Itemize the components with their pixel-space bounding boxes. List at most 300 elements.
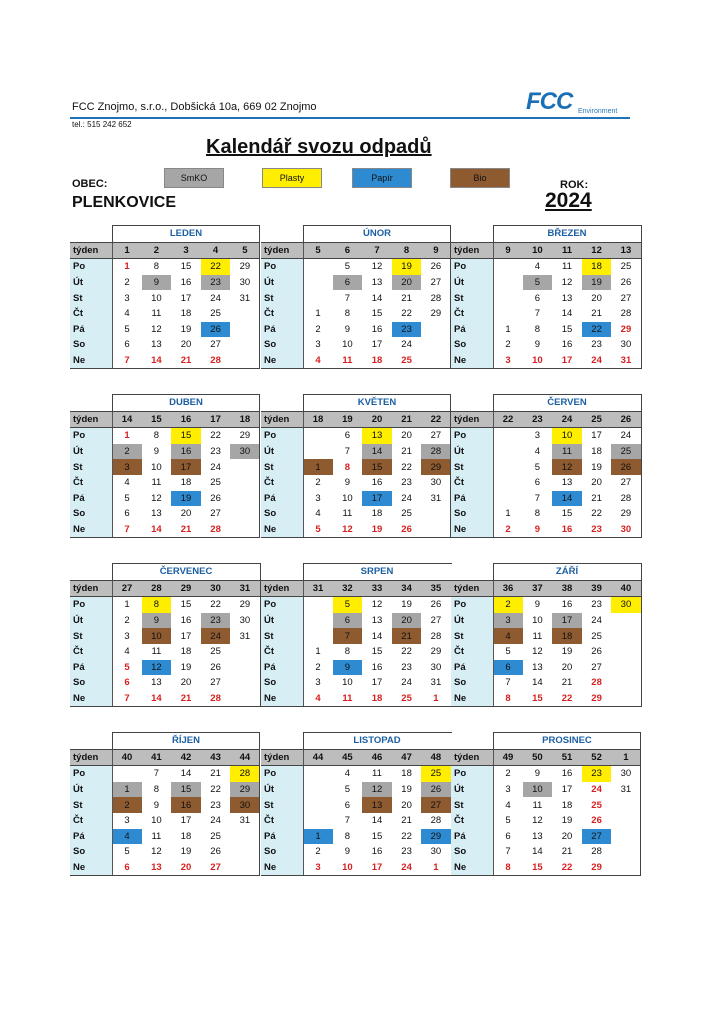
week-label: týden: [451, 411, 493, 428]
day-cell: 2: [112, 444, 142, 460]
day-cell: 10: [342, 339, 353, 351]
day-cell: 29: [582, 691, 612, 707]
day-cell: 11: [151, 308, 162, 320]
day-cell: 18: [401, 768, 412, 780]
day-cell: 30: [230, 444, 260, 460]
day-label: Út: [261, 782, 303, 798]
month-1: [261, 225, 451, 369]
day-cell: 7: [505, 846, 511, 858]
day-label: Čt: [70, 644, 112, 660]
day-cell: 2: [315, 661, 321, 673]
day-cell: 3: [124, 815, 130, 827]
day-cell: 15: [561, 508, 573, 520]
day-label: Pá: [451, 491, 493, 507]
day-cell: 5: [333, 597, 363, 613]
day-label: St: [261, 797, 303, 813]
day-cell: 14: [532, 677, 543, 689]
day-label: St: [451, 459, 493, 475]
day-cell: 5: [124, 846, 130, 858]
day-label: Pá: [70, 660, 112, 676]
day-cell: 3: [124, 292, 130, 304]
day-cell: 6: [124, 339, 130, 351]
week-number: 6: [333, 242, 363, 259]
day-label: Ne: [451, 353, 493, 369]
day-cell: [230, 491, 260, 507]
day-cell: 5: [344, 784, 351, 796]
day-label: Ne: [70, 522, 112, 538]
week-number: 16: [171, 411, 201, 428]
day-cell: 2: [315, 846, 321, 858]
day-cell: 30: [421, 844, 451, 860]
month-4: [261, 394, 451, 538]
day-cell: 22: [401, 308, 412, 320]
day-label: So: [451, 337, 493, 353]
day-cell: [493, 459, 523, 475]
day-cell: 3: [505, 784, 511, 796]
day-label: So: [451, 506, 493, 522]
day-cell: 29: [230, 782, 260, 798]
day-cell: [230, 322, 260, 338]
week-number: 49: [493, 749, 523, 766]
day-cell: 14: [552, 491, 582, 507]
day-cell: [230, 337, 260, 353]
day-cell: 3: [315, 677, 321, 689]
day-cell: 12: [532, 646, 543, 658]
month-name: BŘEZEN: [493, 226, 641, 243]
day-cell: 16: [371, 477, 383, 489]
week-label: týden: [261, 242, 303, 259]
week-number: 40: [611, 580, 641, 597]
day-cell: [493, 275, 523, 291]
day-cell: 12: [532, 815, 543, 827]
day-label: St: [451, 628, 493, 644]
day-cell: 1: [112, 782, 142, 798]
week-number: 39: [582, 580, 612, 597]
day-cell: 12: [333, 522, 363, 538]
day-cell: [421, 506, 451, 522]
day-cell: 11: [552, 444, 582, 460]
day-cell: [421, 337, 451, 353]
day-cell: 31: [611, 782, 641, 798]
day-cell: 12: [362, 782, 392, 798]
day-label: Po: [451, 428, 493, 444]
day-cell: 25: [591, 630, 602, 642]
day-cell: [493, 444, 523, 460]
day-cell: 15: [371, 646, 383, 658]
day-cell: 12: [151, 492, 162, 504]
day-cell: [230, 306, 260, 322]
day-cell: 12: [552, 459, 582, 475]
week-number: 18: [230, 411, 260, 428]
day-cell: 17: [171, 459, 201, 475]
day-cell: 30: [230, 613, 260, 629]
day-cell: 9: [344, 323, 351, 335]
day-cell: 23: [201, 613, 231, 629]
day-cell: 17: [552, 353, 582, 369]
day-cell: 9: [523, 522, 553, 538]
day-cell: 7: [112, 353, 142, 369]
week-label: týden: [451, 242, 493, 259]
month-11: [451, 732, 641, 876]
day-label: Ne: [451, 522, 493, 538]
day-cell: 25: [611, 444, 641, 460]
day-label: Út: [451, 782, 493, 798]
day-cell: 22: [552, 691, 582, 707]
day-cell: [421, 322, 451, 338]
day-cell: 24: [401, 677, 412, 689]
day-cell: 1: [303, 459, 333, 475]
day-cell: 23: [401, 477, 412, 489]
week-number: 51: [552, 749, 582, 766]
month-name: ŘÍJEN: [112, 733, 260, 750]
week-number: 21: [392, 411, 422, 428]
week-number: 17: [201, 411, 231, 428]
month-8: [451, 563, 642, 707]
day-label: Čt: [451, 475, 493, 491]
day-cell: 23: [210, 446, 221, 458]
day-cell: 19: [171, 491, 201, 507]
day-cell: 20: [392, 275, 422, 291]
company-phone: tel.: 515 242 652: [72, 120, 132, 129]
week-number: 22: [421, 411, 451, 428]
day-cell: 12: [151, 323, 162, 335]
day-cell: 21: [401, 292, 412, 304]
day-cell: 15: [171, 782, 201, 798]
week-number: 35: [421, 580, 451, 597]
day-label: Ne: [261, 353, 303, 369]
day-cell: 27: [201, 860, 231, 876]
day-cell: 13: [362, 797, 392, 813]
day-cell: 5: [124, 492, 130, 504]
day-cell: 4: [315, 508, 321, 520]
day-label: Pá: [261, 660, 303, 676]
day-label: Út: [261, 275, 303, 291]
day-cell: 13: [151, 508, 162, 520]
day-cell: 26: [591, 815, 602, 827]
day-cell: 13: [371, 277, 383, 289]
day-cell: 24: [401, 339, 412, 351]
week-number: 25: [582, 411, 612, 428]
day-cell: 10: [523, 782, 553, 798]
day-cell: [303, 275, 333, 291]
day-cell: 2: [505, 768, 511, 780]
day-label: Pá: [70, 322, 112, 338]
day-cell: 26: [421, 597, 451, 613]
day-cell: 28: [201, 522, 231, 538]
day-label: So: [70, 675, 112, 691]
week-number: 42: [171, 749, 201, 766]
day-cell: 5: [344, 261, 351, 273]
day-cell: 18: [180, 646, 192, 658]
day-cell: 10: [142, 628, 172, 644]
week-number: 15: [142, 411, 172, 428]
day-label: St: [70, 290, 112, 306]
day-cell: 14: [561, 308, 573, 320]
day-cell: 8: [493, 860, 523, 876]
day-cell: 5: [505, 815, 511, 827]
month-9: [70, 732, 260, 876]
week-label: týden: [261, 749, 303, 766]
day-cell: 31: [421, 675, 451, 691]
month-5: [451, 394, 642, 538]
week-number: 10: [523, 242, 553, 259]
day-cell: 10: [532, 615, 543, 627]
day-cell: 30: [421, 660, 451, 676]
day-cell: 29: [230, 597, 260, 613]
day-cell: [112, 766, 142, 782]
day-cell: 14: [532, 846, 543, 858]
day-label: Po: [261, 428, 303, 444]
day-cell: 14: [371, 815, 383, 827]
obec-label: OBEC:: [72, 178, 108, 190]
day-cell: 20: [180, 339, 192, 351]
company-address: FCC Znojmo, s.r.o., Dobšická 10a, 669 02 Znojmo: [72, 101, 317, 113]
day-cell: 10: [151, 461, 162, 473]
day-cell: 21: [171, 353, 201, 369]
day-cell: 28: [201, 691, 231, 707]
day-cell: 21: [591, 308, 602, 320]
month-3: [70, 394, 260, 538]
day-cell: [303, 613, 333, 629]
day-cell: 14: [180, 768, 192, 780]
day-cell: 17: [362, 491, 392, 507]
day-cell: [303, 782, 333, 798]
day-cell: 16: [171, 444, 201, 460]
day-label: Út: [261, 613, 303, 629]
day-cell: 11: [333, 691, 363, 707]
day-label: Út: [451, 613, 493, 629]
week-number: 50: [523, 749, 553, 766]
day-cell: 16: [371, 846, 383, 858]
week-label: týden: [70, 749, 112, 766]
day-cell: 24: [591, 784, 602, 796]
day-cell: [611, 628, 641, 644]
day-label: Po: [261, 766, 303, 782]
day-cell: 23: [201, 275, 231, 291]
day-cell: 16: [552, 522, 582, 538]
day-cell: 21: [401, 815, 412, 827]
day-cell: 25: [591, 799, 602, 811]
day-cell: 8: [344, 461, 351, 473]
week-number: 30: [201, 580, 231, 597]
day-cell: 10: [342, 677, 353, 689]
day-cell: 17: [180, 630, 192, 642]
day-cell: 12: [371, 261, 383, 273]
day-cell: [303, 766, 333, 782]
day-cell: 5: [303, 522, 333, 538]
day-cell: 27: [611, 475, 641, 491]
day-label: Ne: [451, 691, 493, 707]
day-cell: 27: [591, 661, 602, 673]
day-cell: 17: [180, 815, 192, 827]
day-cell: 7: [153, 768, 160, 780]
day-label: Čt: [451, 813, 493, 829]
week-number: 20: [362, 411, 392, 428]
day-cell: 20: [401, 799, 412, 811]
logo-mark: FCC: [526, 88, 573, 115]
day-cell: [493, 290, 523, 306]
day-cell: 17: [561, 784, 573, 796]
day-cell: 6: [124, 508, 130, 520]
day-cell: 13: [142, 860, 172, 876]
day-cell: [230, 353, 260, 369]
day-cell: 19: [561, 646, 573, 658]
day-cell: 22: [201, 259, 231, 275]
day-cell: 31: [230, 290, 260, 306]
day-cell: 29: [230, 428, 260, 444]
week-number: 27: [112, 580, 142, 597]
day-cell: 6: [112, 860, 142, 876]
day-cell: 2: [112, 797, 142, 813]
day-cell: 9: [534, 339, 541, 351]
day-cell: 8: [153, 430, 160, 442]
day-cell: 7: [333, 628, 363, 644]
day-cell: 2: [493, 597, 523, 613]
month-name: ÚNOR: [303, 226, 451, 243]
month-2: [451, 225, 642, 369]
day-cell: 31: [230, 813, 260, 829]
day-label: Čt: [70, 475, 112, 491]
day-cell: 15: [523, 691, 553, 707]
day-cell: 18: [371, 508, 383, 520]
day-label: Pá: [451, 660, 493, 676]
week-label: týden: [451, 749, 493, 766]
week-label: týden: [451, 580, 493, 597]
week-label: týden: [70, 411, 112, 428]
day-cell: 8: [142, 597, 172, 613]
day-cell: 13: [561, 292, 573, 304]
day-label: Út: [451, 444, 493, 460]
day-label: Ne: [70, 860, 112, 876]
day-cell: 26: [201, 322, 231, 338]
legend-plasty: Plasty: [262, 168, 322, 188]
month-6: [70, 563, 261, 707]
day-cell: 27: [210, 508, 221, 520]
week-label: týden: [261, 411, 303, 428]
day-cell: 23: [591, 339, 602, 351]
day-cell: 27: [421, 797, 451, 813]
day-cell: 9: [344, 846, 351, 858]
day-label: Po: [451, 597, 493, 613]
day-cell: 3: [303, 860, 333, 876]
day-cell: 19: [180, 846, 192, 858]
day-cell: 4: [112, 829, 142, 845]
day-cell: 26: [611, 275, 641, 291]
day-cell: 9: [344, 477, 351, 489]
day-cell: 1: [421, 860, 451, 876]
day-cell: 20: [591, 477, 602, 489]
day-cell: 28: [591, 677, 602, 689]
day-cell: 28: [230, 766, 260, 782]
day-cell: [230, 829, 260, 845]
day-cell: 22: [401, 646, 412, 658]
day-cell: 11: [151, 830, 162, 842]
week-number: 7: [362, 242, 392, 259]
day-cell: [493, 259, 523, 275]
day-cell: 6: [333, 275, 363, 291]
day-cell: 25: [210, 477, 221, 489]
day-label: Pá: [451, 829, 493, 845]
day-cell: 7: [534, 492, 541, 504]
day-cell: [611, 644, 641, 660]
day-cell: 12: [142, 660, 172, 676]
day-cell: 26: [421, 259, 451, 275]
day-cell: [230, 675, 260, 691]
day-cell: [303, 444, 333, 460]
day-cell: 26: [210, 492, 221, 504]
day-cell: 3: [493, 353, 523, 369]
day-cell: 16: [180, 615, 192, 627]
day-label: St: [70, 797, 112, 813]
day-label: Po: [70, 259, 112, 275]
day-cell: 24: [582, 353, 612, 369]
day-cell: 24: [591, 615, 602, 627]
day-cell: 18: [591, 446, 602, 458]
day-cell: 28: [421, 290, 451, 306]
day-cell: 25: [401, 508, 412, 520]
day-cell: [230, 844, 260, 860]
day-cell: [230, 644, 260, 660]
day-cell: 22: [210, 784, 221, 796]
week-number: 5: [230, 242, 260, 259]
day-cell: 19: [362, 522, 392, 538]
week-number: 9: [421, 242, 451, 259]
day-cell: 29: [611, 506, 641, 522]
day-cell: 15: [180, 261, 192, 273]
day-label: St: [70, 628, 112, 644]
day-label: Po: [261, 259, 303, 275]
week-number: 3: [171, 242, 201, 259]
day-cell: 20: [171, 860, 201, 876]
day-cell: 5: [534, 461, 541, 473]
day-cell: 30: [611, 522, 641, 538]
day-cell: 27: [210, 339, 221, 351]
week-number: 26: [611, 411, 641, 428]
day-label: Ne: [70, 353, 112, 369]
day-label: So: [261, 506, 303, 522]
day-cell: 9: [534, 599, 541, 611]
day-label: Ne: [261, 860, 303, 876]
day-label: St: [261, 459, 303, 475]
day-cell: 27: [210, 677, 221, 689]
day-label: St: [261, 290, 303, 306]
day-cell: 12: [151, 846, 162, 858]
day-cell: 29: [421, 306, 451, 322]
day-cell: 4: [124, 646, 130, 658]
day-cell: 20: [561, 661, 573, 673]
day-cell: 21: [591, 492, 602, 504]
day-cell: 4: [493, 628, 523, 644]
day-cell: 2: [315, 323, 321, 335]
day-cell: 15: [362, 459, 392, 475]
day-cell: [303, 628, 333, 644]
day-cell: 29: [582, 860, 612, 876]
day-cell: 6: [124, 677, 130, 689]
day-cell: 30: [230, 275, 260, 291]
day-label: Ne: [261, 691, 303, 707]
legend-bio: Bio: [450, 168, 510, 188]
day-cell: 16: [371, 323, 383, 335]
day-cell: 11: [562, 261, 572, 273]
day-cell: 9: [142, 275, 172, 291]
day-cell: 16: [561, 339, 573, 351]
week-number: 44: [303, 749, 333, 766]
week-number: 1: [611, 749, 641, 766]
day-cell: [611, 613, 641, 629]
day-cell: 23: [591, 599, 602, 611]
day-cell: 18: [561, 799, 573, 811]
day-cell: 20: [561, 830, 573, 842]
